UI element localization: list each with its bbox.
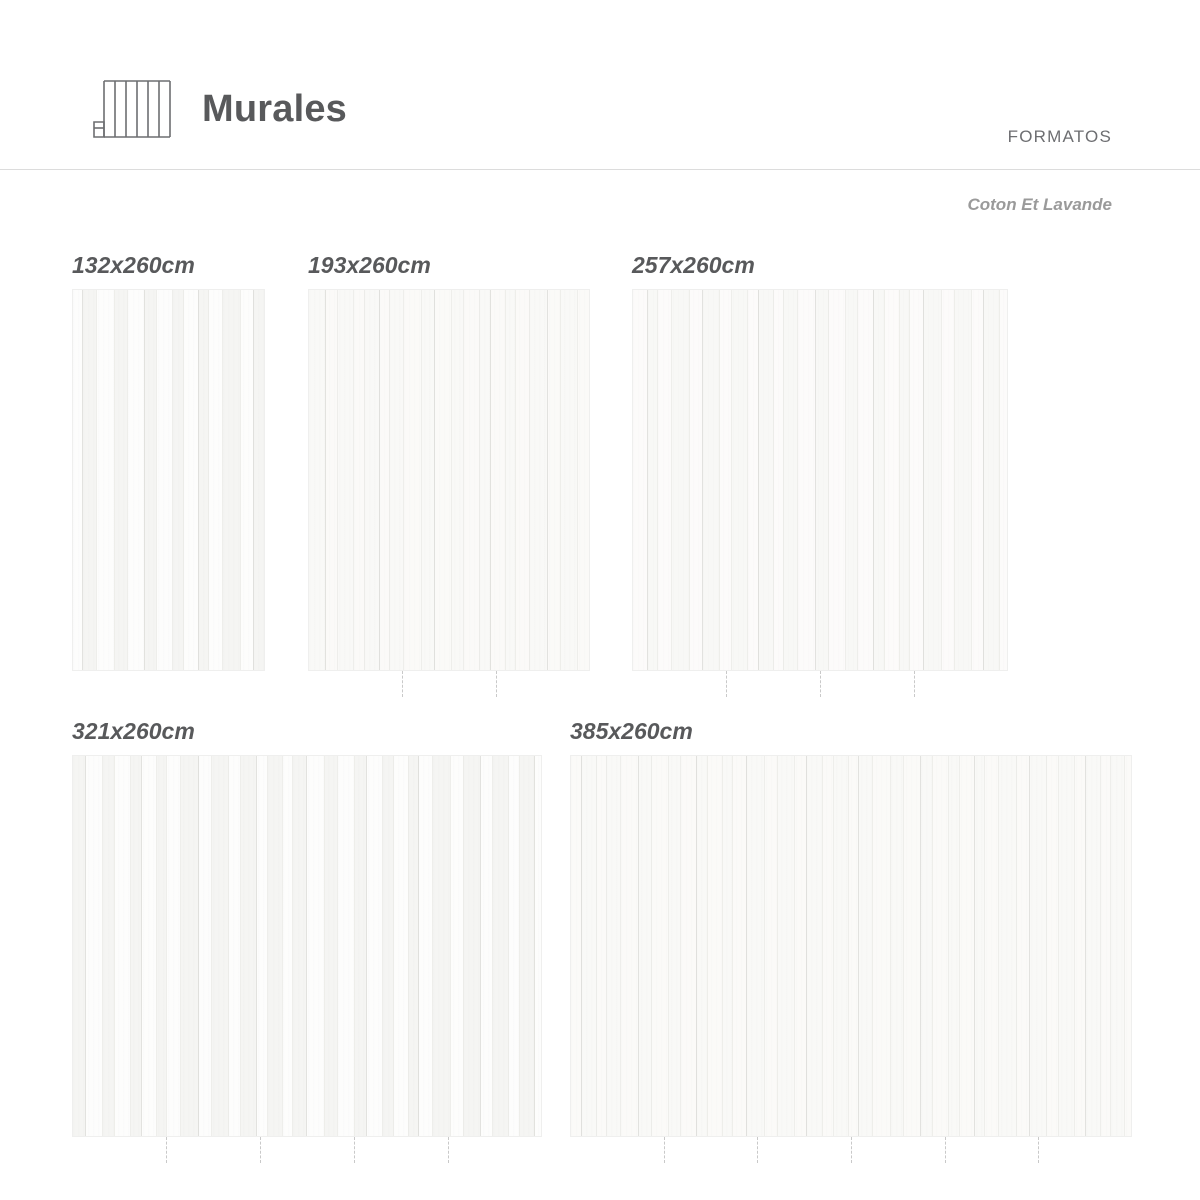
seam-marker: [664, 1137, 665, 1163]
format-label: 193x260cm: [308, 252, 431, 278]
plank-texture: [73, 756, 541, 1136]
format-block-257x260: [632, 252, 1008, 697]
page-header: [0, 0, 1200, 170]
seam-marker: [402, 671, 403, 697]
seam-marker: [851, 1137, 852, 1163]
format-label: 385x260cm: [570, 718, 693, 744]
seam-marker: [820, 671, 821, 697]
format-preview-132x260: [72, 289, 265, 671]
format-preview-321x260: [72, 755, 542, 1137]
wallpaper-roll-icon: [92, 78, 180, 140]
plank-texture: [309, 290, 589, 670]
seam-markers: [308, 671, 590, 697]
format-preview-193x260: [308, 289, 590, 671]
format-block-193x260: [308, 252, 590, 697]
seam-markers: [72, 1137, 542, 1163]
seam-marker: [757, 1137, 758, 1163]
plank-texture: [73, 290, 264, 670]
seam-marker: [945, 1137, 946, 1163]
plank-texture: [571, 756, 1131, 1136]
seam-marker: [448, 1137, 449, 1163]
seam-marker: [496, 671, 497, 697]
format-block-321x260: [72, 718, 542, 1163]
page-title: Murales: [202, 87, 348, 130]
format-block-385x260: [570, 718, 1132, 1163]
collection-name: Coton Et Lavande: [967, 195, 1112, 214]
seam-marker: [1038, 1137, 1039, 1163]
seam-marker: [914, 671, 915, 697]
seam-markers: [72, 671, 265, 697]
seam-marker: [726, 671, 727, 697]
format-label: 321x260cm: [72, 718, 195, 744]
brand: [92, 78, 347, 140]
plank-texture: [633, 290, 1007, 670]
seam-markers: [632, 671, 1008, 697]
format-label: 257x260cm: [632, 252, 755, 278]
format-preview-257x260: [632, 289, 1008, 671]
seam-marker: [354, 1137, 355, 1163]
seam-markers: [570, 1137, 1132, 1163]
section-label: FORMATOS: [1007, 127, 1112, 146]
format-preview-385x260: [570, 755, 1132, 1137]
seam-marker: [260, 1137, 261, 1163]
seam-marker: [166, 1137, 167, 1163]
format-block-132x260: [72, 252, 265, 697]
format-label: 132x260cm: [72, 252, 195, 278]
